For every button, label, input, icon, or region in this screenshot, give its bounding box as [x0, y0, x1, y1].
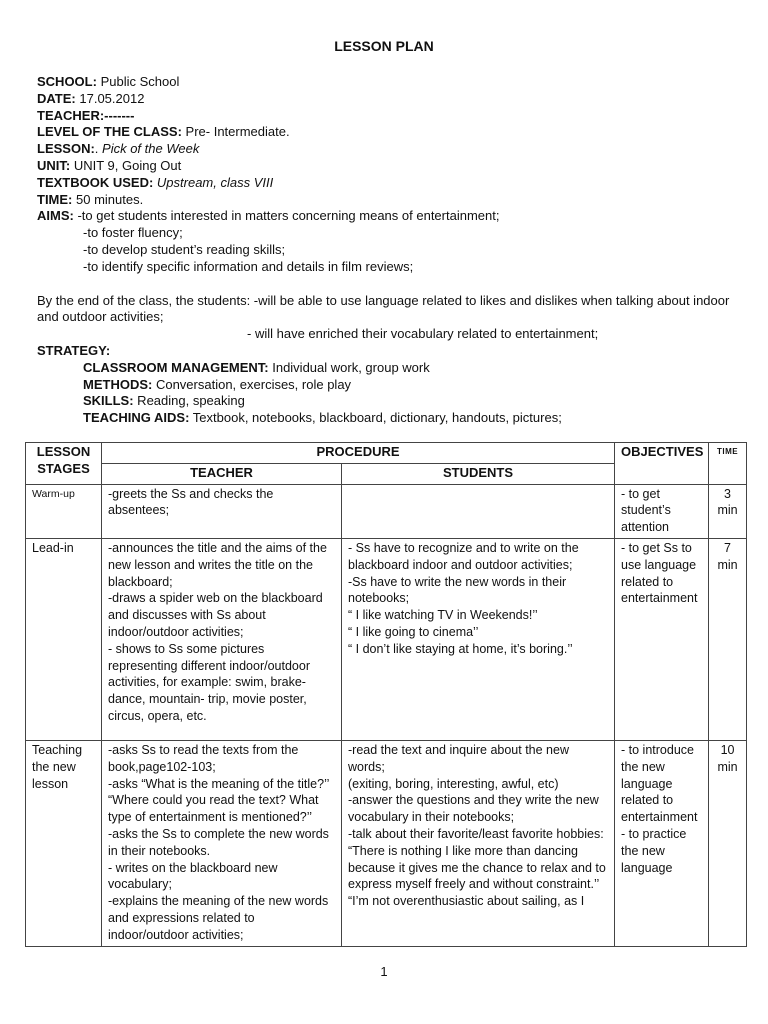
methods-label: METHODS: — [83, 376, 153, 392]
skills-label: SKILLS: — [83, 393, 134, 409]
teacher-cell: -announces the title and the aims of the new lesson and writes the title on the blackboard; -draws a spider web on the blackboard and discusses with Ss about indoor/outdoor activities; - shows to Ss some pictures representing different indoor/outdoor activities, for example: swim, brake-dance, mountain- trip, movie poster, circus, opera, etc. — [102, 538, 342, 740]
time-cell: 7 min — [709, 538, 747, 740]
date-line — [37, 91, 737, 108]
header-objectives: OBJECTIVES — [615, 443, 709, 485]
aim-item: -to foster fluency; — [83, 225, 183, 241]
document-title: LESSON PLAN — [334, 38, 434, 54]
aids-value: Textbook, notebooks, blackboard, dictionary, handouts, pictures; — [189, 410, 562, 426]
table-row — [26, 740, 747, 946]
aims-label: AIMS: — [37, 208, 74, 224]
header-stages: LESSON STAGES — [26, 443, 102, 485]
textbook-label: TEXTBOOK USED: — [37, 174, 154, 190]
unit-label: UNIT: — [37, 157, 71, 173]
students-cell: -read the text and inquire about the new words; (exiting, boring, interesting, awful, etc) -answer the questions and they write the new vocabulary in their notebooks; -talk about their favorite/least favorite hobbies: “There is nothing I like more than dancing because it gives me the chance to relax and to express myself freely and without constraint.’’ “I’m not overenthusiastic about sailing, as I — [342, 740, 615, 946]
outcome-line-2: - will have enriched their vocabulary related to entertainment; — [247, 326, 599, 342]
header-procedure: PROCEDURE — [102, 443, 615, 464]
time-cell: 3 min — [709, 484, 747, 538]
lesson-line — [37, 141, 737, 158]
time-label: TIME: — [37, 191, 73, 207]
unit-value: UNIT 9, Going Out — [70, 157, 182, 173]
page-number: 1 — [380, 964, 388, 979]
lesson-table — [25, 442, 747, 947]
date-label: DATE: — [37, 90, 76, 106]
objectives-cell: - to get Ss to use language related to entertainment — [615, 538, 709, 740]
table-row — [26, 538, 747, 740]
stage-cell: Teaching the new lesson — [26, 740, 102, 946]
methods-line — [37, 377, 737, 394]
lesson-value: Pick of the Week — [102, 141, 200, 157]
management-value: Individual work, group work — [268, 359, 430, 375]
stage-cell: Lead-in — [26, 538, 102, 740]
objectives-cell: - to get student’s attention — [615, 484, 709, 538]
skills-line — [37, 393, 737, 410]
aids-line — [37, 410, 737, 427]
management-label: CLASSROOM MANAGEMENT: — [83, 359, 269, 375]
school-value: Public School — [96, 74, 180, 89]
management-line — [37, 360, 737, 377]
outcome-line-cont: and outdoor activities; — [37, 309, 164, 325]
skills-value: Reading, speaking — [133, 393, 245, 409]
teacher-cell: -asks Ss to read the texts from the book,page102-103; -asks “What is the meaning of the title?’’ “Where could you read the text? What type of entertainment is mentioned?’’ -asks the Ss to complete the new words in their notebooks. - writes on the blackboard new vocabulary; -explains the meaning of the new words and expressions related to indoor/outdoor activities; — [102, 740, 342, 946]
date-value: 17.05.2012 — [75, 90, 145, 106]
students-cell — [342, 484, 615, 538]
lesson-metadata — [37, 74, 737, 427]
aids-label: TEACHING AIDS: — [83, 410, 190, 426]
textbook-line — [37, 175, 737, 192]
level-value: Pre- Intermediate. — [181, 124, 290, 140]
time-line — [37, 192, 737, 209]
students-cell: - Ss have to recognize and to write on the blackboard indoor and outdoor activities; -Ss have to write the new words in their notebooks; “ I like watching TV in Weekends!’’ “ I like going to cinema’’ “ I don’t like staying at home, it’s boring.’’ — [342, 538, 615, 740]
stage-cell: Warm-up — [26, 484, 102, 538]
lesson-label: LESSON: — [37, 141, 95, 157]
objectives-cell: - to introduce the new language related to entertainment - to practice the new language — [615, 740, 709, 946]
school-line — [37, 74, 737, 91]
lesson-sep: . — [94, 141, 103, 157]
time-value: 50 minutes. — [72, 191, 144, 207]
teacher-cell: -greets the Ss and checks the absentees; — [102, 484, 342, 538]
level-label: LEVEL OF THE CLASS: — [37, 124, 182, 140]
teacher-line: TEACHER:------- — [37, 107, 135, 123]
textbook-value: Upstream, class VIII — [153, 174, 274, 190]
aim-item: -to identify specific information and details in film reviews; — [83, 258, 414, 274]
strategy-label: STRATEGY: — [37, 342, 111, 358]
table-row — [26, 484, 747, 538]
outcome-line: By the end of the class, the students: -will be able to use language related to likes and dislikes when talking about indoor — [37, 292, 730, 308]
unit-line — [37, 158, 737, 175]
header-students: STUDENTS — [342, 463, 615, 484]
time-cell: 10 min — [709, 740, 747, 946]
aims-first: -to get students interested in matters concerning means of entertainment; — [73, 208, 500, 224]
header-time: TIME — [709, 443, 747, 485]
level-line — [37, 124, 737, 141]
aims-line — [37, 208, 737, 225]
school-label: SCHOOL: — [37, 74, 97, 89]
methods-value: Conversation, exercises, role play — [152, 376, 352, 392]
header-teacher: TEACHER — [102, 463, 342, 484]
aim-item: -to develop student’s reading skills; — [83, 241, 286, 257]
